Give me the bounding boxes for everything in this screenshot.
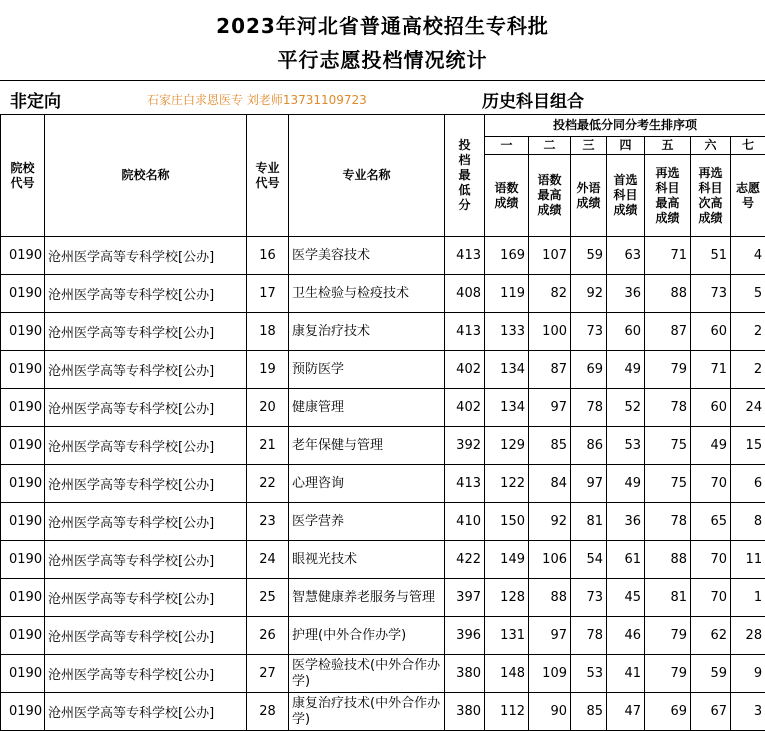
cell-rank-3: 78: [571, 389, 607, 427]
header-item-2: 语数最高成绩: [529, 155, 571, 237]
cell-rank-2: 100: [529, 313, 571, 351]
cell-rank-6: 70: [691, 541, 731, 579]
cell-rank-2: 97: [529, 389, 571, 427]
cell-school-code: 0190: [1, 465, 45, 503]
cell-school-code: 0190: [1, 275, 45, 313]
cell-school-code: 0190: [1, 579, 45, 617]
cell-rank-1: 134: [485, 351, 529, 389]
table-row: [1, 427, 765, 465]
table-row: [1, 465, 765, 503]
header-rank-7: 七: [731, 137, 765, 155]
cell-school-code: 0190: [1, 503, 45, 541]
cell-rank-4: 60: [607, 313, 645, 351]
subject-combination-label: 历史科目组合: [482, 87, 584, 112]
cell-rank-3: 53: [571, 655, 607, 693]
cell-rank-4: 49: [607, 351, 645, 389]
cell-min-score: 413: [445, 313, 485, 351]
table-row: [1, 617, 765, 655]
cell-rank-1: 169: [485, 237, 529, 275]
contact-note: 石家庄白求恩医专 刘老师13731109723: [147, 91, 367, 108]
cell-major-code: 27: [247, 655, 289, 693]
admission-table: [0, 114, 765, 731]
cell-school-code: 0190: [1, 237, 45, 275]
cell-rank-2: 106: [529, 541, 571, 579]
cell-rank-4: 47: [607, 693, 645, 731]
subheader-row: [0, 80, 765, 115]
cell-rank-3: 78: [571, 617, 607, 655]
cell-rank-3: 86: [571, 427, 607, 465]
cell-rank-2: 85: [529, 427, 571, 465]
header-item-5: 再选科目最高成绩: [645, 155, 691, 237]
category-label: 非定向: [10, 87, 61, 112]
cell-min-score: 396: [445, 617, 485, 655]
cell-rank-7: 2: [731, 313, 765, 351]
cell-rank-6: 65: [691, 503, 731, 541]
cell-min-score: 402: [445, 389, 485, 427]
cell-major-name: 康复治疗技术(中外合作办学): [289, 693, 445, 731]
cell-rank-1: 131: [485, 617, 529, 655]
table-row: [1, 275, 765, 313]
cell-rank-6: 70: [691, 579, 731, 617]
cell-rank-5: 71: [645, 237, 691, 275]
cell-min-score: 380: [445, 655, 485, 693]
cell-rank-3: 69: [571, 351, 607, 389]
cell-min-score: 422: [445, 541, 485, 579]
cell-major-code: 18: [247, 313, 289, 351]
cell-rank-2: 92: [529, 503, 571, 541]
cell-rank-5: 79: [645, 617, 691, 655]
cell-major-name: 心理咨询: [289, 465, 445, 503]
cell-major-code: 22: [247, 465, 289, 503]
cell-major-name: 康复治疗技术: [289, 313, 445, 351]
cell-rank-5: 81: [645, 579, 691, 617]
cell-rank-4: 63: [607, 237, 645, 275]
cell-rank-5: 87: [645, 313, 691, 351]
table-row: [1, 693, 765, 731]
cell-rank-1: 129: [485, 427, 529, 465]
cell-rank-1: 133: [485, 313, 529, 351]
cell-major-name: 健康管理: [289, 389, 445, 427]
cell-rank-4: 46: [607, 617, 645, 655]
table-row: [1, 541, 765, 579]
cell-rank-4: 41: [607, 655, 645, 693]
header-school-code: 院校代号: [1, 115, 45, 237]
cell-rank-6: 60: [691, 389, 731, 427]
cell-school-code: 0190: [1, 351, 45, 389]
cell-rank-4: 61: [607, 541, 645, 579]
cell-major-name: 老年保健与管理: [289, 427, 445, 465]
cell-rank-2: 97: [529, 617, 571, 655]
cell-rank-5: 79: [645, 351, 691, 389]
header-rank-2: 二: [529, 137, 571, 155]
header-min-score: 投档最低分: [445, 115, 485, 237]
cell-rank-3: 59: [571, 237, 607, 275]
cell-rank-5: 75: [645, 465, 691, 503]
cell-school-code: 0190: [1, 427, 45, 465]
cell-rank-4: 49: [607, 465, 645, 503]
table-row: [1, 579, 765, 617]
cell-rank-2: 84: [529, 465, 571, 503]
cell-rank-7: 3: [731, 693, 765, 731]
header-major-name: 专业名称: [289, 115, 445, 237]
cell-rank-5: 88: [645, 541, 691, 579]
cell-school-name: 沧州医学高等专科学校[公办]: [45, 351, 247, 389]
cell-min-score: 413: [445, 237, 485, 275]
cell-school-code: 0190: [1, 655, 45, 693]
cell-school-code: 0190: [1, 313, 45, 351]
cell-rank-7: 5: [731, 275, 765, 313]
cell-rank-7: 2: [731, 351, 765, 389]
cell-rank-4: 36: [607, 503, 645, 541]
cell-rank-3: 92: [571, 275, 607, 313]
cell-major-code: 26: [247, 617, 289, 655]
cell-major-code: 23: [247, 503, 289, 541]
cell-rank-2: 88: [529, 579, 571, 617]
cell-rank-1: 148: [485, 655, 529, 693]
cell-school-name: 沧州医学高等专科学校[公办]: [45, 503, 247, 541]
cell-rank-7: 4: [731, 237, 765, 275]
cell-min-score: 413: [445, 465, 485, 503]
page-title: 2023年河北省普通高校招生专科批: [0, 10, 765, 39]
cell-rank-2: 90: [529, 693, 571, 731]
cell-rank-5: 79: [645, 655, 691, 693]
cell-rank-7: 6: [731, 465, 765, 503]
cell-rank-1: 119: [485, 275, 529, 313]
cell-major-name: 预防医学: [289, 351, 445, 389]
table-row: [1, 313, 765, 351]
cell-rank-3: 97: [571, 465, 607, 503]
cell-major-code: 19: [247, 351, 289, 389]
cell-school-name: 沧州医学高等专科学校[公办]: [45, 313, 247, 351]
cell-rank-6: 51: [691, 237, 731, 275]
cell-rank-2: 107: [529, 237, 571, 275]
cell-min-score: 410: [445, 503, 485, 541]
cell-major-code: 25: [247, 579, 289, 617]
table-row: [1, 503, 765, 541]
cell-rank-3: 73: [571, 579, 607, 617]
cell-rank-6: 49: [691, 427, 731, 465]
cell-rank-7: 8: [731, 503, 765, 541]
cell-rank-6: 62: [691, 617, 731, 655]
cell-rank-2: 87: [529, 351, 571, 389]
cell-major-code: 20: [247, 389, 289, 427]
cell-rank-7: 24: [731, 389, 765, 427]
cell-rank-5: 78: [645, 389, 691, 427]
cell-major-name: 医学检验技术(中外合作办学): [289, 655, 445, 693]
table-row: [1, 389, 765, 427]
cell-min-score: 408: [445, 275, 485, 313]
cell-school-code: 0190: [1, 541, 45, 579]
cell-rank-1: 150: [485, 503, 529, 541]
cell-school-name: 沧州医学高等专科学校[公办]: [45, 237, 247, 275]
header-rank-6: 六: [691, 137, 731, 155]
cell-school-name: 沧州医学高等专科学校[公办]: [45, 275, 247, 313]
cell-rank-7: 11: [731, 541, 765, 579]
cell-school-name: 沧州医学高等专科学校[公办]: [45, 465, 247, 503]
cell-rank-1: 112: [485, 693, 529, 731]
cell-major-name: 卫生检验与检疫技术: [289, 275, 445, 313]
cell-rank-7: 15: [731, 427, 765, 465]
cell-rank-5: 88: [645, 275, 691, 313]
cell-rank-7: 1: [731, 579, 765, 617]
cell-major-name: 眼视光技术: [289, 541, 445, 579]
cell-school-name: 沧州医学高等专科学校[公办]: [45, 579, 247, 617]
cell-major-code: 17: [247, 275, 289, 313]
header-major-code: 专业代号: [247, 115, 289, 237]
cell-rank-6: 59: [691, 655, 731, 693]
header-item-4: 首选科目成绩: [607, 155, 645, 237]
cell-rank-6: 71: [691, 351, 731, 389]
cell-rank-4: 52: [607, 389, 645, 427]
cell-min-score: 380: [445, 693, 485, 731]
cell-rank-3: 81: [571, 503, 607, 541]
cell-school-code: 0190: [1, 693, 45, 731]
cell-major-name: 智慧健康养老服务与管理: [289, 579, 445, 617]
cell-school-code: 0190: [1, 389, 45, 427]
header-item-1: 语数成绩: [485, 155, 529, 237]
cell-rank-1: 128: [485, 579, 529, 617]
cell-min-score: 392: [445, 427, 485, 465]
cell-rank-5: 69: [645, 693, 691, 731]
cell-rank-4: 53: [607, 427, 645, 465]
cell-rank-6: 67: [691, 693, 731, 731]
cell-rank-1: 134: [485, 389, 529, 427]
table-row: [1, 351, 765, 389]
cell-rank-4: 36: [607, 275, 645, 313]
cell-major-code: 24: [247, 541, 289, 579]
cell-major-code: 21: [247, 427, 289, 465]
header-rank-1: 一: [485, 137, 529, 155]
cell-rank-7: 9: [731, 655, 765, 693]
cell-rank-5: 78: [645, 503, 691, 541]
header-item-3: 外语成绩: [571, 155, 607, 237]
cell-rank-7: 28: [731, 617, 765, 655]
cell-min-score: 397: [445, 579, 485, 617]
cell-rank-2: 109: [529, 655, 571, 693]
header-rank-group: 投档最低分同分考生排序项: [485, 115, 765, 137]
header-school-name: 院校名称: [45, 115, 247, 237]
cell-major-code: 28: [247, 693, 289, 731]
cell-school-name: 沧州医学高等专科学校[公办]: [45, 655, 247, 693]
cell-school-name: 沧州医学高等专科学校[公办]: [45, 693, 247, 731]
cell-major-code: 16: [247, 237, 289, 275]
header-rank-4: 四: [607, 137, 645, 155]
header-rank-3: 三: [571, 137, 607, 155]
cell-school-name: 沧州医学高等专科学校[公办]: [45, 617, 247, 655]
header-rank-5: 五: [645, 137, 691, 155]
cell-rank-3: 54: [571, 541, 607, 579]
cell-major-name: 护理(中外合作办学): [289, 617, 445, 655]
cell-rank-1: 149: [485, 541, 529, 579]
cell-school-name: 沧州医学高等专科学校[公办]: [45, 427, 247, 465]
cell-rank-6: 60: [691, 313, 731, 351]
cell-rank-2: 82: [529, 275, 571, 313]
cell-major-name: 医学营养: [289, 503, 445, 541]
page-subtitle: 平行志愿投档情况统计: [0, 44, 765, 73]
cell-major-name: 医学美容技术: [289, 237, 445, 275]
cell-school-name: 沧州医学高等专科学校[公办]: [45, 389, 247, 427]
table-row: [1, 655, 765, 693]
cell-min-score: 402: [445, 351, 485, 389]
cell-rank-6: 73: [691, 275, 731, 313]
cell-school-code: 0190: [1, 617, 45, 655]
cell-rank-3: 73: [571, 313, 607, 351]
cell-school-name: 沧州医学高等专科学校[公办]: [45, 541, 247, 579]
cell-rank-3: 85: [571, 693, 607, 731]
table-row: [1, 237, 765, 275]
cell-rank-1: 122: [485, 465, 529, 503]
cell-rank-4: 45: [607, 579, 645, 617]
cell-rank-5: 75: [645, 427, 691, 465]
cell-rank-6: 70: [691, 465, 731, 503]
header-item-6: 再选科目次高成绩: [691, 155, 731, 237]
header-item-7: 志愿号: [731, 155, 765, 237]
